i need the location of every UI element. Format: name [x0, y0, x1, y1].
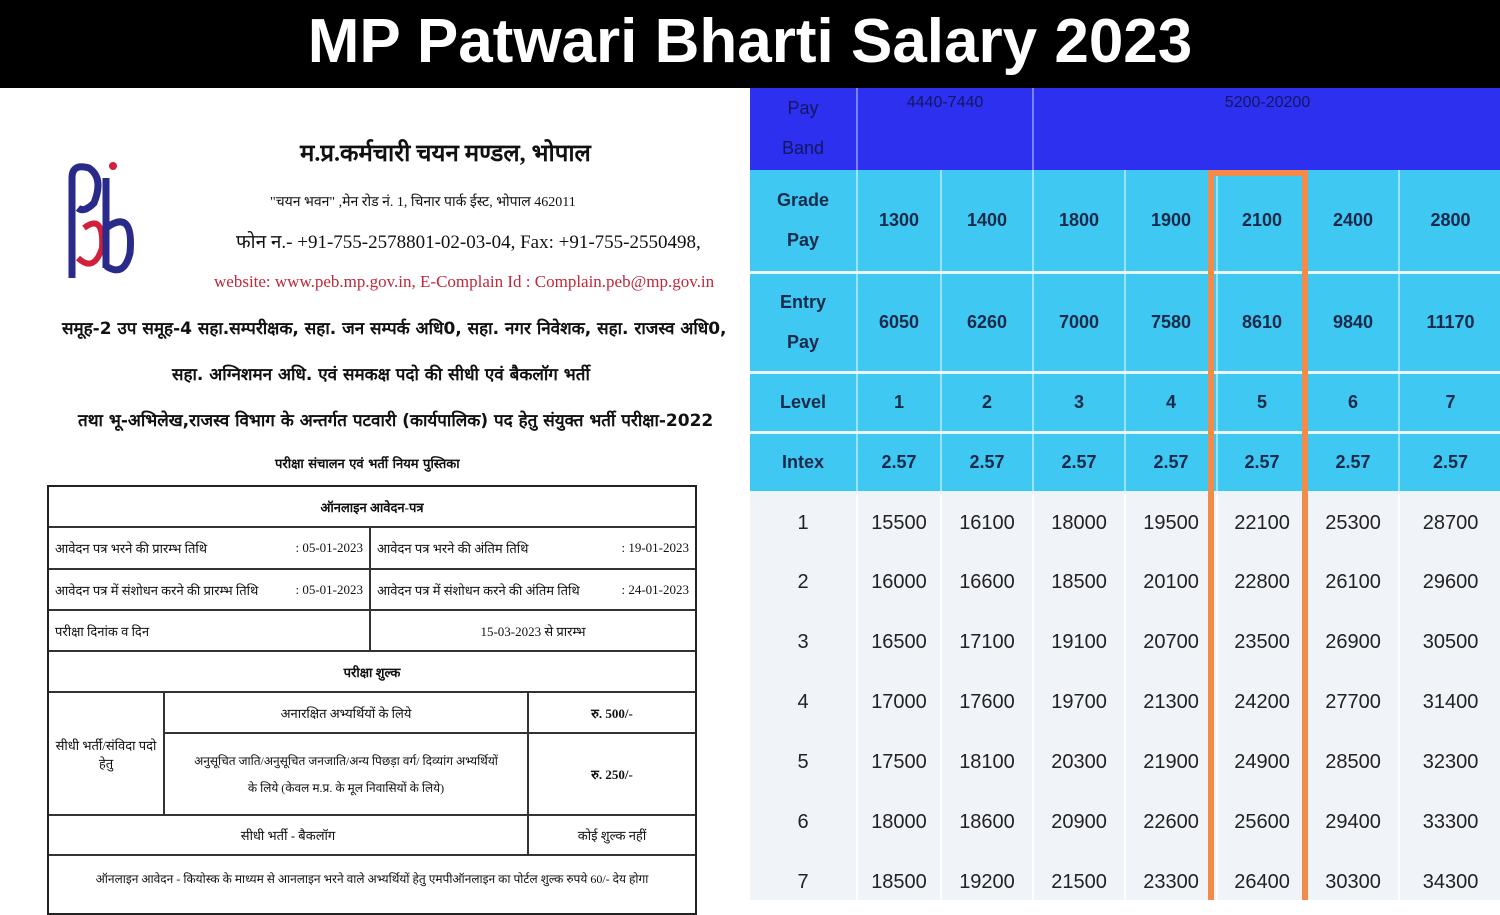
salary-cell: 16000 — [857, 552, 941, 612]
salary-cell: 16600 — [941, 552, 1033, 612]
salary-cell: 17100 — [941, 612, 1033, 672]
salary-cell: 20100 — [1125, 552, 1217, 612]
label: आवेदन पत्र में संशोधन करने की प्रारम्भ तिथि — [55, 582, 259, 598]
index-label: Intex — [750, 432, 857, 492]
step-cell: 7 — [750, 852, 857, 900]
reserved-line-1: अनुसूचित जाति/अनुसूचित जनजाति/अन्य पिछड़ा वर्ग/ दिव्यांग अभ्यर्थियों — [194, 754, 498, 768]
salary-cell: 28500 — [1307, 732, 1399, 792]
salary-cell: 16500 — [857, 612, 941, 672]
salary-cell: 16100 — [941, 492, 1033, 552]
level-row — [750, 372, 1500, 432]
salary-cell: 28700 — [1399, 492, 1500, 552]
salary-cell: 23500 — [1217, 612, 1307, 672]
levels-cell: 3 — [1033, 372, 1125, 432]
salary-table — [750, 88, 1500, 900]
step-cell: 6 — [750, 792, 857, 852]
pay-band-1: 4440-7440 — [857, 88, 1033, 170]
reserved-line-2: के लिये (केवल म.प्र. के मूल निवासियों के लिये) — [247, 781, 445, 795]
entry-pay-cell: 6050 — [857, 272, 941, 372]
salary-cell: 26900 — [1307, 612, 1399, 672]
salary-cell: 30300 — [1307, 852, 1399, 900]
org-name: म.प्र.कर्मचारी चयन मण्डल, भोपाल — [300, 141, 591, 167]
table-row — [750, 732, 1500, 792]
salary-cell: 20700 — [1125, 612, 1217, 672]
correction-start-cell — [49, 570, 371, 611]
unreserved-label: अनारक्षित अभ्यर्थियों के लिये — [165, 693, 529, 734]
direct-recruitment-label: सीधी भर्ती/संविदा पदो हेतु — [49, 693, 165, 816]
subheading: परीक्षा संचालन एवं भर्ती नियम पुस्तिका — [275, 457, 460, 472]
label: आवेदन पत्र में संशोधन करने की अंतिम तिथि — [377, 582, 580, 598]
salary-cell: 17600 — [941, 672, 1033, 732]
levels-cell: 5 — [1217, 372, 1307, 432]
salary-cell: 20300 — [1033, 732, 1125, 792]
pay-band-2: 5200-20200 — [1033, 88, 1500, 170]
levels-cell: 1 — [857, 372, 941, 432]
last-date-cell — [371, 528, 695, 570]
index-cell: 2.57 — [1217, 432, 1307, 492]
entry-pay-cell: 6260 — [941, 272, 1033, 372]
salary-cell: 26400 — [1217, 852, 1307, 900]
index-cell: 2.57 — [941, 432, 1033, 492]
salary-cell: 33300 — [1399, 792, 1500, 852]
grade-pay-cell: 1300 — [857, 170, 941, 272]
entry-pay-cell: 7580 — [1125, 272, 1217, 372]
table-row — [750, 672, 1500, 732]
table-row — [750, 612, 1500, 672]
table-row — [750, 552, 1500, 612]
grade-pay-cell: 2400 — [1307, 170, 1399, 272]
index-cell: 2.57 — [1125, 432, 1217, 492]
salary-cell: 30500 — [1399, 612, 1500, 672]
step-cell: 5 — [750, 732, 857, 792]
salary-cell: 18000 — [1033, 492, 1125, 552]
website: website: www.peb.mp.gov.in, E-Complain Id : Complain.peb@mp.gov.in — [214, 272, 715, 291]
salary-cell: 31400 — [1399, 672, 1500, 732]
step-cell: 2 — [750, 552, 857, 612]
portal-fee-note: ऑनलाइन आवेदन - कियोस्क के माध्यम से आनलाइन भरने वाले अभ्यर्थियों हेतु एमपीऑनलाइन का पोर्टल शुल्क रुपये 60/- देय होगा — [95, 872, 649, 886]
backlog-label: सीधी भर्ती - बैकलॉग — [49, 816, 529, 856]
salary-cell: 18600 — [941, 792, 1033, 852]
salary-cell: 18500 — [1033, 552, 1125, 612]
grade-pay-row — [750, 170, 1500, 272]
label: आवेदन पत्र भरने की अंतिम तिथि — [377, 541, 529, 556]
unreserved-fee: रु. 500/- — [529, 693, 695, 734]
entry-pay-cell: 11170 — [1399, 272, 1500, 372]
index-cell: 2.57 — [1307, 432, 1399, 492]
salary-cell: 25300 — [1307, 492, 1399, 552]
salary-cell: 26100 — [1307, 552, 1399, 612]
value: : 19-01-2023 — [621, 540, 689, 555]
index-cell: 2.57 — [1399, 432, 1500, 492]
heading-line-3: तथा भू-अभिलेख,राजस्व विभाग के अन्तर्गत पटवारी (कार्यपालिक) पद हेतु संयुक्त भर्ती परीक्षा-2022 — [78, 411, 714, 431]
notification-document — [0, 88, 750, 900]
levels-cell: 6 — [1307, 372, 1399, 432]
salary-cell: 19100 — [1033, 612, 1125, 672]
index-row — [750, 432, 1500, 492]
correction-last-cell — [371, 570, 695, 611]
salary-cell: 29600 — [1399, 552, 1500, 612]
table-row — [750, 492, 1500, 552]
salary-cell: 22800 — [1217, 552, 1307, 612]
step-cell: 1 — [750, 492, 857, 552]
entry-pay-cell: 9840 — [1307, 272, 1399, 372]
heading-line-1: समूह-2 उप समूह-4 सहा.सम्परीक्षक, सहा. जन सम्पर्क अधि0, सहा. नगर निवेशक, सहा. राजस्व अधि0, — [62, 319, 727, 339]
label: आवेदन पत्र भरने की प्रारम्भ तिथि — [55, 541, 208, 556]
exam-date-value: 15-03-2023 से प्रारम्भ — [371, 611, 695, 652]
salary-cell: 21300 — [1125, 672, 1217, 732]
levels-cell: 2 — [941, 372, 1033, 432]
reserved-fee: रु. 250/- — [529, 734, 695, 816]
salary-cell: 22600 — [1125, 792, 1217, 852]
levels-cell: 7 — [1399, 372, 1500, 432]
value: : 05-01-2023 — [295, 540, 363, 555]
reserved-label — [165, 734, 529, 816]
heading-line-2: सहा. अग्निशमन अधि. एवं समकक्ष पदो की सीधी एवं बैकलॉग भर्ती — [172, 365, 590, 385]
index-cell: 2.57 — [857, 432, 941, 492]
dates-fee-table — [47, 485, 697, 915]
table-row — [750, 792, 1500, 852]
index-cell: 2.57 — [1033, 432, 1125, 492]
grade-pay-cell: 1800 — [1033, 170, 1125, 272]
fee-heading: परीक्षा शुल्क — [49, 652, 695, 693]
entry-pay-cell: 8610 — [1217, 272, 1307, 372]
value: : 05-01-2023 — [295, 581, 363, 597]
salary-cell: 24900 — [1217, 732, 1307, 792]
salary-table-panel — [750, 88, 1500, 900]
step-cell: 4 — [750, 672, 857, 732]
phone: फोन न.- +91-755-2578801-02-03-04, Fax: +91-755-2550498, — [236, 232, 701, 253]
grade-pay-cell: 2800 — [1399, 170, 1500, 272]
value: : 24-01-2023 — [621, 581, 689, 597]
salary-cell: 25600 — [1217, 792, 1307, 852]
salary-cell: 22100 — [1217, 492, 1307, 552]
salary-cell: 18500 — [857, 852, 941, 900]
step-cell: 3 — [750, 612, 857, 672]
level-label: Level — [750, 372, 857, 432]
peb-logo — [64, 158, 136, 283]
salary-cell: 20900 — [1033, 792, 1125, 852]
salary-cell: 27700 — [1307, 672, 1399, 732]
grade-pay-cell: 1400 — [941, 170, 1033, 272]
entry-pay-row — [750, 272, 1500, 372]
salary-cell: 21500 — [1033, 852, 1125, 900]
table-row — [750, 852, 1500, 900]
online-form-heading: ऑनलाइन आवेदन-पत्र — [49, 487, 695, 528]
entry-pay-label: Entry Pay — [750, 272, 857, 372]
page-title: MP Patwari Bharti Salary 2023 — [0, 0, 1500, 88]
address: "चयन भवन" ,मेन रोड नं. 1, चिनार पार्क ईस्ट, भोपाल 462011 — [270, 195, 576, 210]
start-date-cell — [49, 528, 371, 570]
grade-pay-label: Grade Pay — [750, 170, 857, 272]
salary-cell: 19700 — [1033, 672, 1125, 732]
salary-cell: 18100 — [941, 732, 1033, 792]
salary-cell: 15500 — [857, 492, 941, 552]
salary-cell: 17500 — [857, 732, 941, 792]
entry-pay-cell: 7000 — [1033, 272, 1125, 372]
salary-cell: 32300 — [1399, 732, 1500, 792]
salary-cell: 24200 — [1217, 672, 1307, 732]
salary-cell: 34300 — [1399, 852, 1500, 900]
backlog-fee: कोई शुल्क नहीं — [529, 816, 695, 856]
salary-cell: 19200 — [941, 852, 1033, 900]
grade-pay-cell: 2100 — [1217, 170, 1307, 272]
pay-band-label: Pay Band — [750, 88, 857, 170]
grade-pay-cell: 1900 — [1125, 170, 1217, 272]
salary-cell: 23300 — [1125, 852, 1217, 900]
salary-cell: 18000 — [857, 792, 941, 852]
salary-cell: 19500 — [1125, 492, 1217, 552]
salary-cell: 21900 — [1125, 732, 1217, 792]
salary-cell: 29400 — [1307, 792, 1399, 852]
pay-band-row — [750, 88, 1500, 170]
salary-cell: 17000 — [857, 672, 941, 732]
exam-date-label: परीक्षा दिनांक व दिन — [49, 611, 371, 652]
levels-cell: 4 — [1125, 372, 1217, 432]
